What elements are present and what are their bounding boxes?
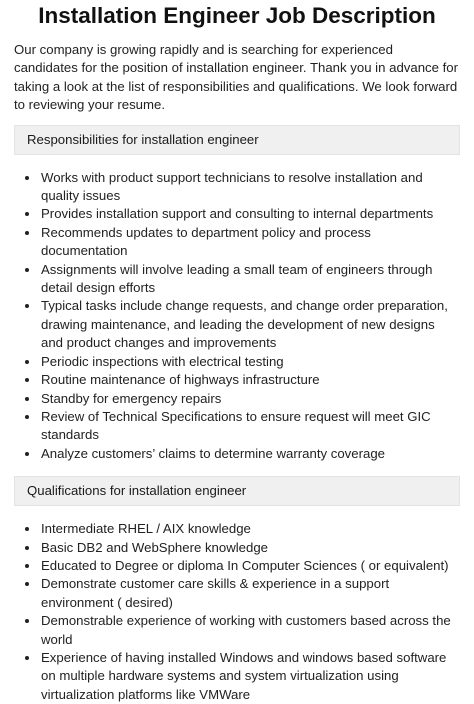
list-item: • Periodic inspections with electrical testing (40, 353, 460, 371)
list-item: • Demonstrate customer care skills & experience in a support environment ( desired) (40, 575, 460, 612)
list-item: • Typical tasks include change requests, and change order preparation, drawing maintenance, and leading the development of new designs and product changes and improvements (40, 297, 460, 352)
list-item: • Demonstrable experience of working with customers based across the world (40, 612, 460, 649)
qualifications-list (14, 520, 460, 704)
qualifications-heading: Qualifications for installation engineer (14, 476, 460, 506)
list-item: • Basic DB2 and WebSphere knowledge (40, 539, 460, 557)
list-item: • Works with product support technicians to resolve installation and quality issues (40, 169, 460, 206)
list-item: • Analyze customers’ claims to determine warranty coverage (40, 445, 460, 463)
list-item: • Routine maintenance of highways infrastructure (40, 371, 460, 389)
list-item: • Assignments will involve leading a small team of engineers through detail design efforts (40, 261, 460, 298)
list-item: • Review of Technical Specifications to ensure request will meet GIC standards (40, 408, 460, 445)
responsibilities-heading: Responsibilities for installation engineer (14, 125, 460, 155)
list-item: • Educated to Degree or diploma In Computer Sciences ( or equivalent) (40, 557, 460, 575)
responsibilities-list (14, 169, 460, 464)
intro-paragraph: Our company is growing rapidly and is searching for experienced candidates for the position of installation engineer. Thank you in advance for taking a look at the list of responsibilities and qualifications. We look forward to reviewing your resume. (14, 42, 459, 113)
list-item: • Provides installation support and consulting to internal departments (40, 205, 460, 223)
list-item: • Recommends updates to department policy and process documentation (40, 224, 460, 261)
list-item: • Intermediate RHEL / AIX knowledge (40, 520, 460, 538)
list-item: • Standby for emergency repairs (40, 390, 460, 408)
page-title: Installation Engineer Job Description (38, 3, 436, 28)
list-item: • Experience of having installed Windows and windows based software on multiple hardware systems and system virtualization using virtualization platforms like VMWare (40, 649, 460, 704)
